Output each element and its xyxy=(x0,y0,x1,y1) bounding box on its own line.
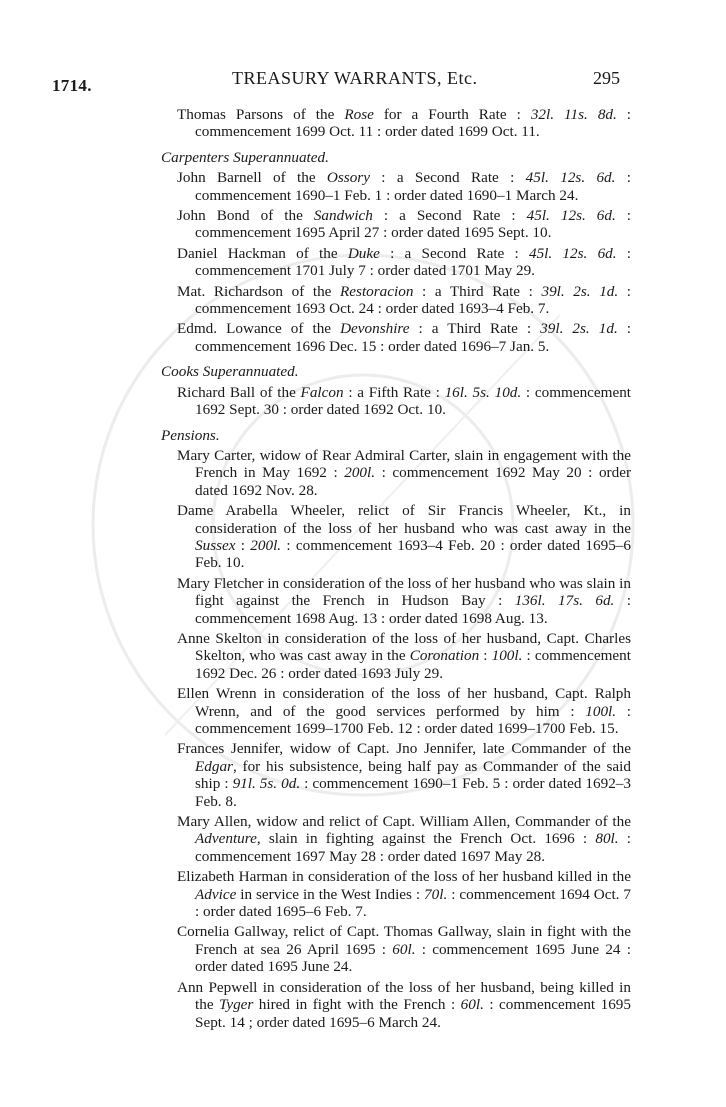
entry: Frances Jennifer, widow of Capt. Jno Jennifer, late Commander of the Edgar, for his subsistence, being half pay as Commander of the said ship : 91l. 5s. 0d. : commencement 1690–1 Feb. 5 : order dated 1692–3 Feb. 8. xyxy=(177,740,631,810)
page-number: 295 xyxy=(593,68,620,88)
entry: Dame Arabella Wheeler, relict of Sir Francis Wheeler, Kt., in consideration of the loss of her husband who was cast away in the Sussex : 200l. : commencement 1693–4 Feb. 20 : order dated 1695–6 Feb. 10. xyxy=(177,502,631,572)
page-header xyxy=(0,50,726,95)
sections xyxy=(161,149,631,1031)
entry: Edmd. Lowance of the Devonshire : a Third Rate : 39l. 2s. 1d. : commencement 1696 Dec. 15 : order dated 1696–7 Jan. 5. xyxy=(177,320,631,355)
entry: Mary Carter, widow of Rear Admiral Carter, slain in engagement with the French in May 1692 : 200l. : commencement 1692 May 20 : order dated 1692 Nov. 28. xyxy=(177,446,632,499)
entry: Elizabeth Harman in consideration of the loss of her husband killed in the Advice in service in the West Indies : 70l. : commencement 1694 Oct. 7 : order dated 1695–6 Feb. 7. xyxy=(177,868,632,921)
running-title: TREASURY WARRANTS, Etc. xyxy=(232,68,478,88)
entry: Mat. Richardson of the Restoracion : a Third Rate : 39l. 2s. 1d. : commencement 1693 Oct. 24 : order dated 1693–4 Feb. 7. xyxy=(177,282,631,318)
entry: Mary Fletcher in consideration of the loss of her husband who was slain in fight against the French in Hudson Bay : 136l. 17s. 6d. : commencement 1698 Aug. 13 : order dated 1698 Aug. 13. xyxy=(177,574,632,627)
entry: Anne Skelton in consideration of the loss of her husband, Capt. Charles Skelton, who was cast away in the Coronation : 100l. : commencement 1692 Dec. 26 : order dated 1693 July 29. xyxy=(177,629,631,682)
section-title: Cooks Superannuated. xyxy=(161,363,299,381)
entry: Daniel Hackman of the Duke : a Second Rate : 45l. 12s. 6d. : commencement 1701 July 7 : order dated 1701 May 29. xyxy=(177,244,631,280)
lead-entry: Thomas Parsons of the Rose for a Fourth Rate : 32l. 11s. 8d. : commencement 1699 Oct. 11 : order dated 1699 Oct. 11. xyxy=(177,106,632,141)
entry: John Bond of the Sandwich : a Second Rate : 45l. 12s. 6d. : commencement 1695 April 27 : order dated 1695 Sept. 10. xyxy=(177,207,632,242)
entry: Cornelia Gallway, relict of Capt. Thomas Gallway, slain in fight with the French at sea 26 April 1695 : 60l. : commencement 1695 June 24 : order dated 1695 June 24. xyxy=(177,923,631,976)
entry: John Barnell of the Ossory : a Second Rate : 45l. 12s. 6d. : commencement 1690–1 Feb. 1 : order dated 1690–1 March 24. xyxy=(177,169,631,204)
entry: Mary Allen, widow and relict of Capt. William Allen, Commander of the Adventure, slain in fighting against the French Oct. 1696 : 80l. : commencement 1697 May 28 : order dated 1697 May 28. xyxy=(177,813,631,865)
section-title: Carpenters Superannuated. xyxy=(161,148,329,166)
entry: Ann Pepwell in consideration of the loss of her husband, being killed in the Tyger hired in fight with the French : 60l. : commencement 1695 Sept. 14 ; order dated 1695–6 March 24. xyxy=(177,978,631,1031)
section-title: Pensions. xyxy=(161,426,220,444)
margin-year: 1714. xyxy=(52,76,92,95)
document-body xyxy=(161,106,631,1034)
entry: Richard Ball of the Falcon : a Fifth Rate : 16l. 5s. 10d. : commencement 1692 Sept. 30 : order dated 1692 Oct. 10. xyxy=(177,383,632,419)
entry: Ellen Wrenn in consideration of the loss of her husband, Capt. Ralph Wrenn, and of the good services performed by him : 100l. : commencement 1699–1700 Feb. 12 : order dated 1699–1700 Feb. 15. xyxy=(177,685,631,737)
